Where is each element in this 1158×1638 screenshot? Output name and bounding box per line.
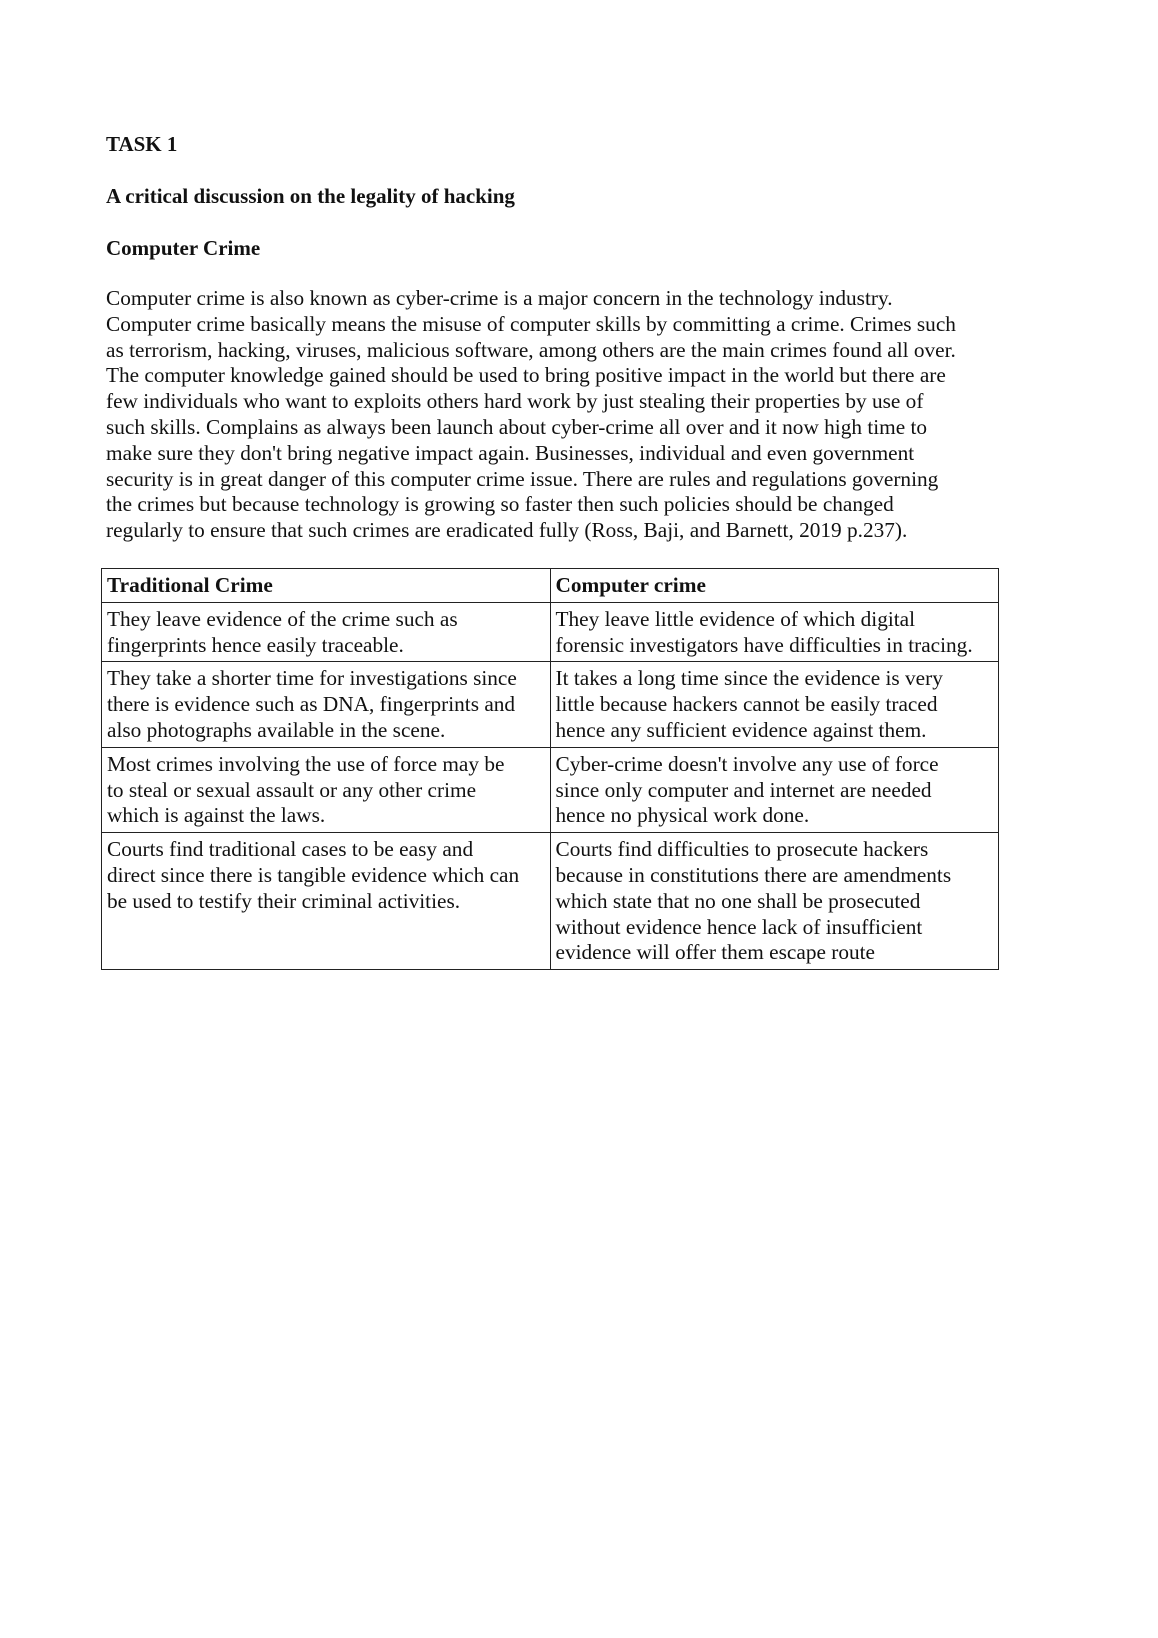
cell-line: since only computer and internet are needed [555, 777, 932, 802]
traditional-crime-cell [102, 602, 551, 662]
cell-line: Most crimes involving the use of force may be [107, 751, 505, 776]
cell-line: direct since there is tangible evidence which can [107, 862, 520, 887]
cell-line: because in constitutions there are amendments [555, 862, 952, 887]
traditional-crime-cell [102, 833, 551, 970]
paragraph-line: Computer crime is also known as cyber-crime is a major concern in the technology industry. [106, 286, 893, 310]
cell-line: there is evidence such as DNA, fingerprints and [107, 692, 516, 717]
cell-line: which is against the laws. [107, 803, 326, 828]
table-header-row [102, 569, 999, 603]
cell-line: to steal or sexual assault or any other crime [107, 777, 477, 802]
cell-line: Cyber-crime doesn't involve any use of force [555, 751, 939, 776]
computer-crime-cell [550, 662, 999, 747]
cell-line: which state that no one shall be prosecuted [555, 888, 921, 913]
cell-line: evidence will offer them escape route [555, 940, 876, 965]
comparison-table [101, 568, 999, 970]
traditional-crime-cell [102, 662, 551, 747]
computer-crime-cell [550, 602, 999, 662]
cell-line: They leave little evidence of which digital [555, 606, 916, 631]
paragraph-line: make sure they don't bring negative impact again. Businesses, individual and even government [106, 440, 915, 465]
paragraph-line: as terrorism, hacking, viruses, malicious software, among others are the main crimes found all over. [106, 337, 956, 362]
header-computer-crime: Computer crime [550, 569, 999, 603]
cell-line: fingerprints hence easily traceable. [107, 632, 404, 657]
table-row [102, 833, 999, 970]
table-row [102, 747, 999, 832]
header-traditional-crime: Traditional Crime [102, 569, 551, 603]
paragraph-line: such skills. Complains as always been launch about cyber-crime all over and it now high time to [106, 414, 928, 439]
cell-line: little because hackers cannot be easily traced [555, 692, 938, 717]
paragraph-line: the crimes but because technology is growing so faster then such policies should be changed [106, 492, 894, 517]
computer-crime-cell [550, 833, 999, 970]
body-paragraph [106, 286, 956, 544]
cell-line: also photographs available in the scene. [107, 717, 446, 742]
cell-line: without evidence hence lack of insufficient [555, 914, 923, 939]
table-row [102, 662, 999, 747]
section-heading: Computer Crime [106, 236, 261, 260]
cell-line: hence no physical work done. [555, 803, 810, 828]
cell-line: forensic investigators have difficulties in tracing. [555, 632, 973, 657]
computer-crime-cell [550, 747, 999, 832]
cell-line: Courts find difficulties to prosecute hackers [555, 837, 929, 862]
cell-line: hence any sufficient evidence against them. [555, 717, 927, 742]
cell-line: It takes a long time since the evidence is very [555, 666, 943, 691]
cell-line: be used to testify their criminal activities. [107, 888, 461, 913]
task-label: TASK 1 [106, 132, 178, 156]
paragraph-line: regularly to ensure that such crimes are eradicated fully (Ross, Baji, and Barnett, 2019 p.237). [106, 518, 908, 543]
paragraph-line: security is in great danger of this computer crime issue. There are rules and regulations governing [106, 466, 939, 491]
paragraph-line: few individuals who want to exploits others hard work by just stealing their properties by use of [106, 389, 924, 414]
cell-line: They leave evidence of the crime such as [107, 606, 458, 631]
paragraph-line: Computer crime basically means the misuse of computer skills by committing a crime. Crimes such [106, 311, 956, 336]
traditional-crime-cell [102, 747, 551, 832]
document-title: A critical discussion on the legality of hacking [106, 184, 515, 208]
paragraph-line: The computer knowledge gained should be used to bring positive impact in the world but there are [106, 363, 946, 388]
cell-line: They take a shorter time for investigations since [107, 666, 517, 691]
table-row [102, 602, 999, 662]
cell-line: Courts find traditional cases to be easy and [107, 837, 474, 862]
